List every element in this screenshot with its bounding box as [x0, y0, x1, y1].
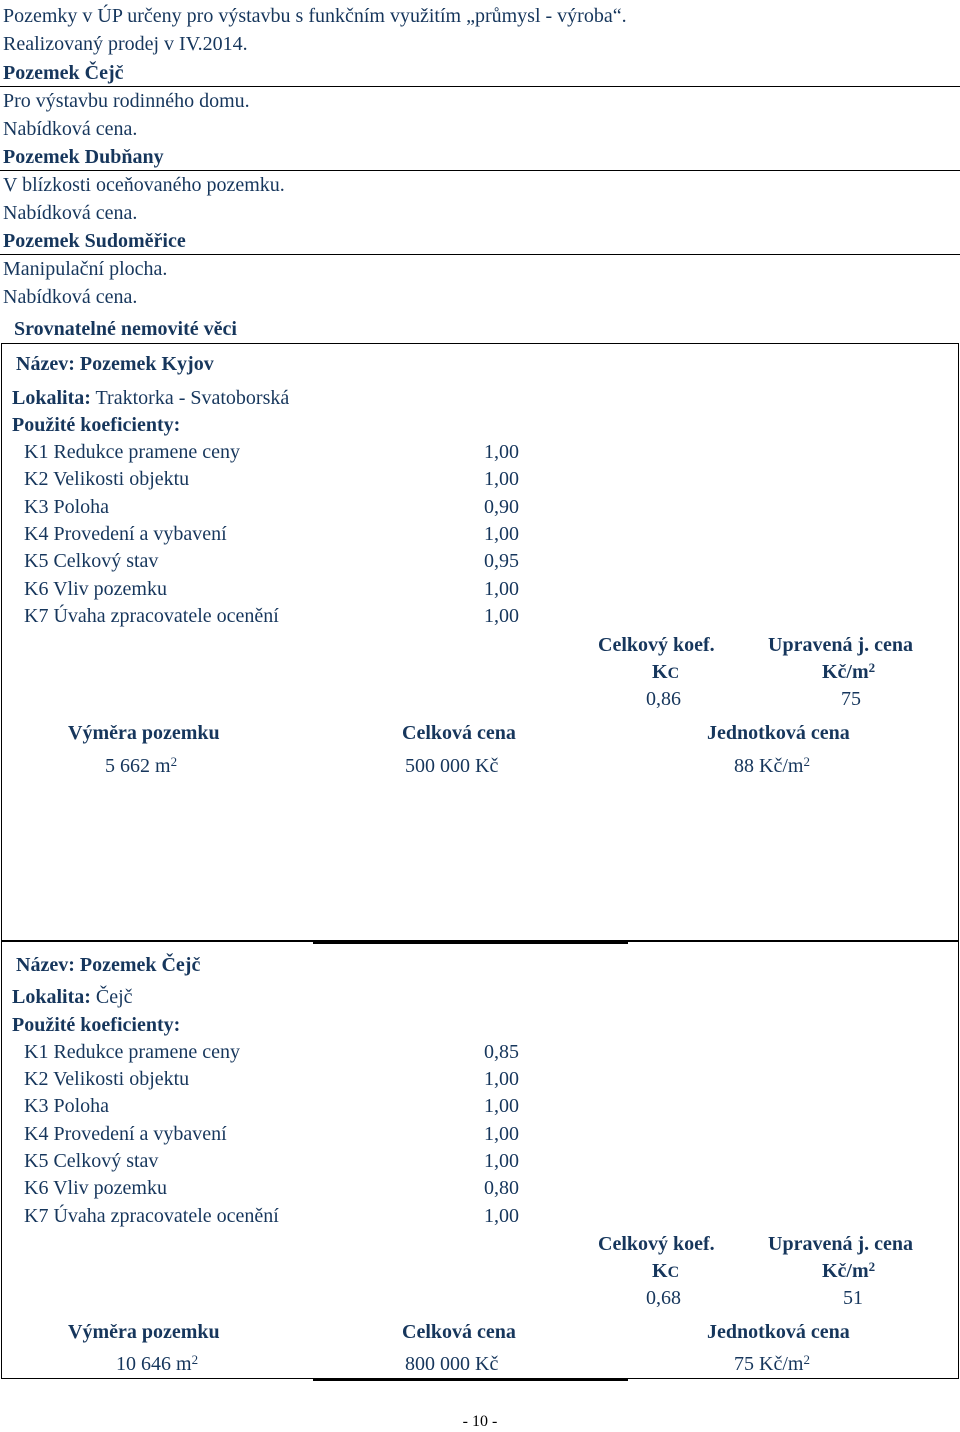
unit-label: $Kč/m^2$: [822, 1259, 876, 1282]
kc-label: KC: [652, 1260, 680, 1282]
divider: [313, 1379, 628, 1381]
name-label: Název:: [16, 954, 75, 976]
unit-label: $Kč/m^2$: [822, 660, 876, 683]
coef-row: [0, 1094, 600, 1118]
coef-label: K7 Úvaha zpracovatele ocenění: [24, 605, 279, 627]
coef-label: K3 Poloha: [24, 1095, 109, 1117]
coef-heading: Použité koeficienty:: [12, 414, 181, 436]
coef-heading: Použité koeficienty:: [12, 1014, 181, 1036]
coef-label: K6 Vliv pozemku: [24, 578, 167, 600]
coef-label: K5 Celkový stav: [24, 1150, 159, 1172]
coef-value: 1,00: [484, 1205, 519, 1227]
coef-value: 1,00: [484, 1150, 519, 1172]
coef-value: 1,00: [484, 441, 519, 463]
coef-value: 1,00: [484, 523, 519, 545]
unit-price-label: Jednotková cena: [707, 722, 850, 744]
area-label: Výměra pozemku: [68, 1321, 220, 1343]
coef-value: 0,90: [484, 496, 519, 518]
comparable-locality: [12, 386, 289, 410]
name-value: Pozemek Kyjov: [79, 353, 214, 375]
coef-row: [0, 495, 600, 519]
listing-desc: Manipulační plocha.: [3, 258, 168, 280]
unit-price-label: Jednotková cena: [707, 1321, 850, 1343]
coef-value: 1,00: [484, 1123, 519, 1145]
area-label: Výměra pozemku: [68, 722, 220, 744]
divider: [0, 170, 960, 171]
coef-row: [0, 440, 600, 464]
coef-value: 1,00: [484, 468, 519, 490]
coef-value: 0,95: [484, 550, 519, 572]
total-coef-label: Celkový koef.: [598, 634, 715, 656]
coef-row: [0, 1176, 600, 1200]
coef-label: K4 Provedení a vybavení: [24, 523, 227, 545]
coef-value: 1,00: [484, 1068, 519, 1090]
total-coef-label: Celkový koef.: [598, 1233, 715, 1255]
locality-label: Lokalita:: [12, 986, 91, 1008]
coef-row: [0, 549, 600, 573]
coef-label: K2 Velikosti objektu: [24, 1068, 190, 1090]
coef-row: [0, 1204, 600, 1228]
coef-label: K7 Úvaha zpracovatele ocenění: [24, 1205, 279, 1227]
coef-row: [0, 467, 600, 491]
coef-value: 1,00: [484, 1095, 519, 1117]
coef-row: [0, 1122, 600, 1146]
coef-label: K5 Celkový stav: [24, 550, 159, 572]
listing-title: Pozemek Dubňany: [3, 146, 164, 168]
locality-value: Čejč: [95, 986, 133, 1008]
coef-value: 1,00: [484, 578, 519, 600]
listing-price: Nabídková cena.: [3, 286, 138, 308]
locality-value: Traktorka - Svatoborská: [95, 387, 290, 409]
listing-title: Pozemek Čejč: [3, 62, 124, 84]
name-value: Pozemek Čejč: [79, 954, 201, 976]
listing-price: Nabídková cena.: [3, 202, 138, 224]
adjusted-price-label: Upravená j. cena: [768, 634, 913, 656]
total-price-label: Celková cena: [402, 722, 516, 744]
coef-row: [0, 1040, 600, 1064]
comparable-name: [16, 953, 200, 977]
coef-row: [0, 604, 600, 628]
coef-row: [0, 577, 600, 601]
section-title: Srovnatelné nemovité věci: [14, 318, 237, 340]
page-number: - 10 -: [462, 1413, 498, 1430]
coef-label: K1 Redukce pramene ceny: [24, 441, 241, 463]
adjusted-price-value: 51: [843, 1287, 863, 1309]
kc-label: KC: [652, 661, 680, 683]
intro-line-2: Realizovaný prodej v IV.2014.: [3, 33, 248, 55]
name-label: Název:: [16, 353, 75, 375]
coef-label: K6 Vliv pozemku: [24, 1177, 167, 1199]
listing-title: Pozemek Sudoměřice: [3, 230, 186, 252]
coef-value: 1,00: [484, 605, 519, 627]
unit-price-value: 88 $Kč/m^2$: [734, 754, 810, 777]
coef-value: 0,80: [484, 1177, 519, 1199]
total-coef-value: 0,68: [646, 1287, 681, 1309]
coef-row: [0, 1067, 600, 1091]
listing-desc: V blízkosti oceňovaného pozemku.: [3, 174, 285, 196]
coef-row: [0, 1149, 600, 1173]
listing-price: Nabídková cena.: [3, 118, 138, 140]
intro-line-1: Pozemky v ÚP určeny pro výstavbu s funkčním využitím „průmysl - výroba“.: [3, 5, 627, 27]
divider: [0, 86, 960, 87]
coef-label: K2 Velikosti objektu: [24, 468, 190, 490]
adjusted-price-value: 75: [841, 688, 861, 710]
unit-price-value: 75 $Kč/m^2$: [734, 1352, 810, 1375]
comparable-locality: [12, 985, 133, 1009]
coef-label: K3 Poloha: [24, 496, 109, 518]
comparable-name: [16, 352, 214, 376]
listing-desc: Pro výstavbu rodinného domu.: [3, 90, 250, 112]
divider: [313, 942, 628, 944]
coef-label: K4 Provedení a vybavení: [24, 1123, 227, 1145]
coef-value: 0,85: [484, 1041, 519, 1063]
adjusted-price-label: Upravená j. cena: [768, 1233, 913, 1255]
divider: [0, 254, 960, 255]
area-value: 10 646 $m^2$: [116, 1352, 199, 1375]
area-value: 5 662 $m^2$: [105, 754, 178, 777]
coef-label: K1 Redukce pramene ceny: [24, 1041, 241, 1063]
total-coef-value: 0,86: [646, 688, 681, 710]
coef-row: [0, 522, 600, 546]
total-price-value: 800 000 Kč: [405, 1353, 499, 1375]
locality-label: Lokalita:: [12, 387, 91, 409]
total-price-label: Celková cena: [402, 1321, 516, 1343]
total-price-value: 500 000 Kč: [405, 755, 499, 777]
